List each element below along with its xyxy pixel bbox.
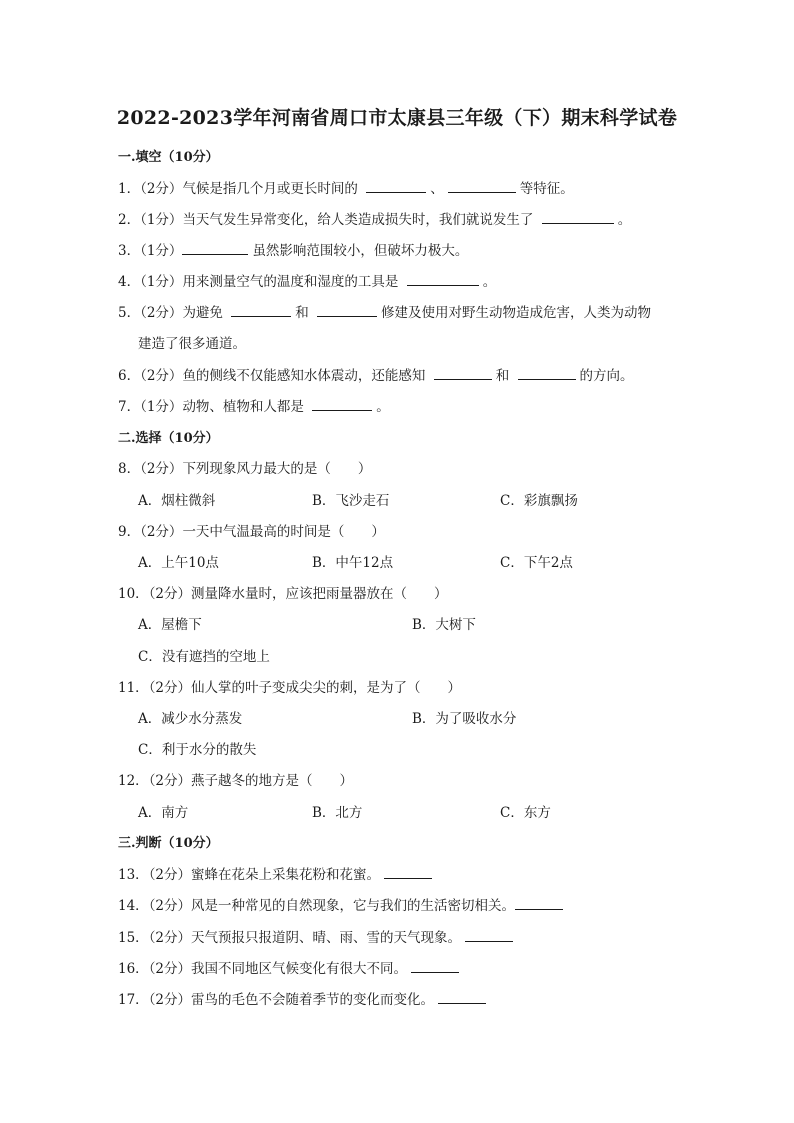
- question-14: 14．（2分）风是一种常见的自然现象，它与我们的生活密切相关。: [118, 894, 567, 914]
- question-17: 17．（2分）雷鸟的毛色不会随着季节的变化而变化。: [118, 988, 490, 1008]
- option-a[interactable]: A．减少水分蒸发: [138, 711, 243, 727]
- question-9: 9．（2分）一天中气温最高的时间是（ ）: [118, 524, 385, 540]
- option-a[interactable]: A．屋檐下: [138, 617, 202, 633]
- answer-blank[interactable]: [438, 991, 486, 1004]
- section-choice-header: 二.选择（10分）: [118, 431, 219, 446]
- option-a[interactable]: A．南方: [138, 805, 189, 821]
- question-2: 2．（1分）当天气发生异常变化，给人类造成损失时，我们就说发生了 。: [118, 212, 632, 228]
- answer-blank[interactable]: [448, 180, 516, 193]
- option-b[interactable]: B．飞沙走石: [312, 493, 390, 509]
- question-15: 15．（2分）天气预报只报道阴、晴、雨、雪的天气现象。: [118, 926, 517, 946]
- section-fill-header: 一.填空（10分）: [118, 150, 219, 165]
- question-3: 3．（1分） 虽然影响范围较小，但破坏力极大。: [118, 243, 469, 259]
- question-10: 10．（2分）测量降水量时，应该把雨量器放在（ ）: [118, 586, 448, 602]
- answer-blank[interactable]: [182, 242, 248, 255]
- option-c[interactable]: C．彩旗飘扬: [500, 493, 578, 509]
- answer-blank[interactable]: [231, 304, 291, 317]
- answer-blank[interactable]: [515, 897, 563, 910]
- answer-blank[interactable]: [384, 866, 432, 879]
- answer-blank[interactable]: [312, 398, 372, 411]
- section-judge-header: 三.判断（10分）: [118, 836, 219, 851]
- question-1: 1．（2分）气候是指几个月或更长时间的 、 等特征。: [118, 181, 574, 197]
- answer-blank[interactable]: [411, 960, 459, 973]
- question-5: 5．（2分）为避免 和 修建及使用对野生动物造成危害，人类为动物: [118, 305, 652, 321]
- question-6: 6．（2分）鱼的侧线不仅能感知水体震动，还能感知 和 的方向。: [118, 368, 634, 384]
- question-13: 13．（2分）蜜蜂在花朵上采集花粉和花蜜。: [118, 863, 436, 883]
- question-16: 16．（2分）我国不同地区气候变化有很大不同。: [118, 957, 463, 977]
- option-c[interactable]: C．东方: [500, 805, 551, 821]
- question-12: 12．（2分）燕子越冬的地方是（ ）: [118, 773, 354, 789]
- answer-blank[interactable]: [317, 304, 377, 317]
- option-c[interactable]: C．下午2点: [500, 555, 573, 571]
- option-a[interactable]: A．烟柱微斜: [138, 493, 216, 509]
- question-5-continued: 建造了很多通道。: [138, 336, 246, 352]
- option-c[interactable]: C．没有遮挡的空地上: [138, 649, 270, 665]
- option-b[interactable]: B．大树下: [412, 617, 476, 633]
- question-4: 4．（1分）用来测量空气的温度和湿度的工具是 。: [118, 274, 497, 290]
- option-b[interactable]: B．为了吸收水分: [412, 711, 517, 727]
- answer-blank[interactable]: [542, 211, 614, 224]
- question-7: 7．（1分）动物、植物和人都是 。: [118, 399, 390, 415]
- answer-blank[interactable]: [518, 367, 576, 380]
- option-b[interactable]: B．中午12点: [312, 555, 394, 571]
- answer-blank[interactable]: [465, 929, 513, 942]
- option-c[interactable]: C．利于水分的散失: [138, 742, 257, 758]
- answer-blank[interactable]: [366, 180, 426, 193]
- option-b[interactable]: B．北方: [312, 805, 363, 821]
- question-11: 11．（2分）仙人掌的叶子变成尖尖的刺，是为了（ ）: [118, 680, 462, 696]
- exam-title: 2022-2023学年河南省周口市太康县三年级（下）期末科学试卷: [116, 107, 678, 129]
- question-8: 8．（2分）下列现象风力最大的是（ ）: [118, 461, 372, 477]
- answer-blank[interactable]: [434, 367, 492, 380]
- option-a[interactable]: A．上午10点: [138, 555, 219, 571]
- answer-blank[interactable]: [407, 273, 479, 286]
